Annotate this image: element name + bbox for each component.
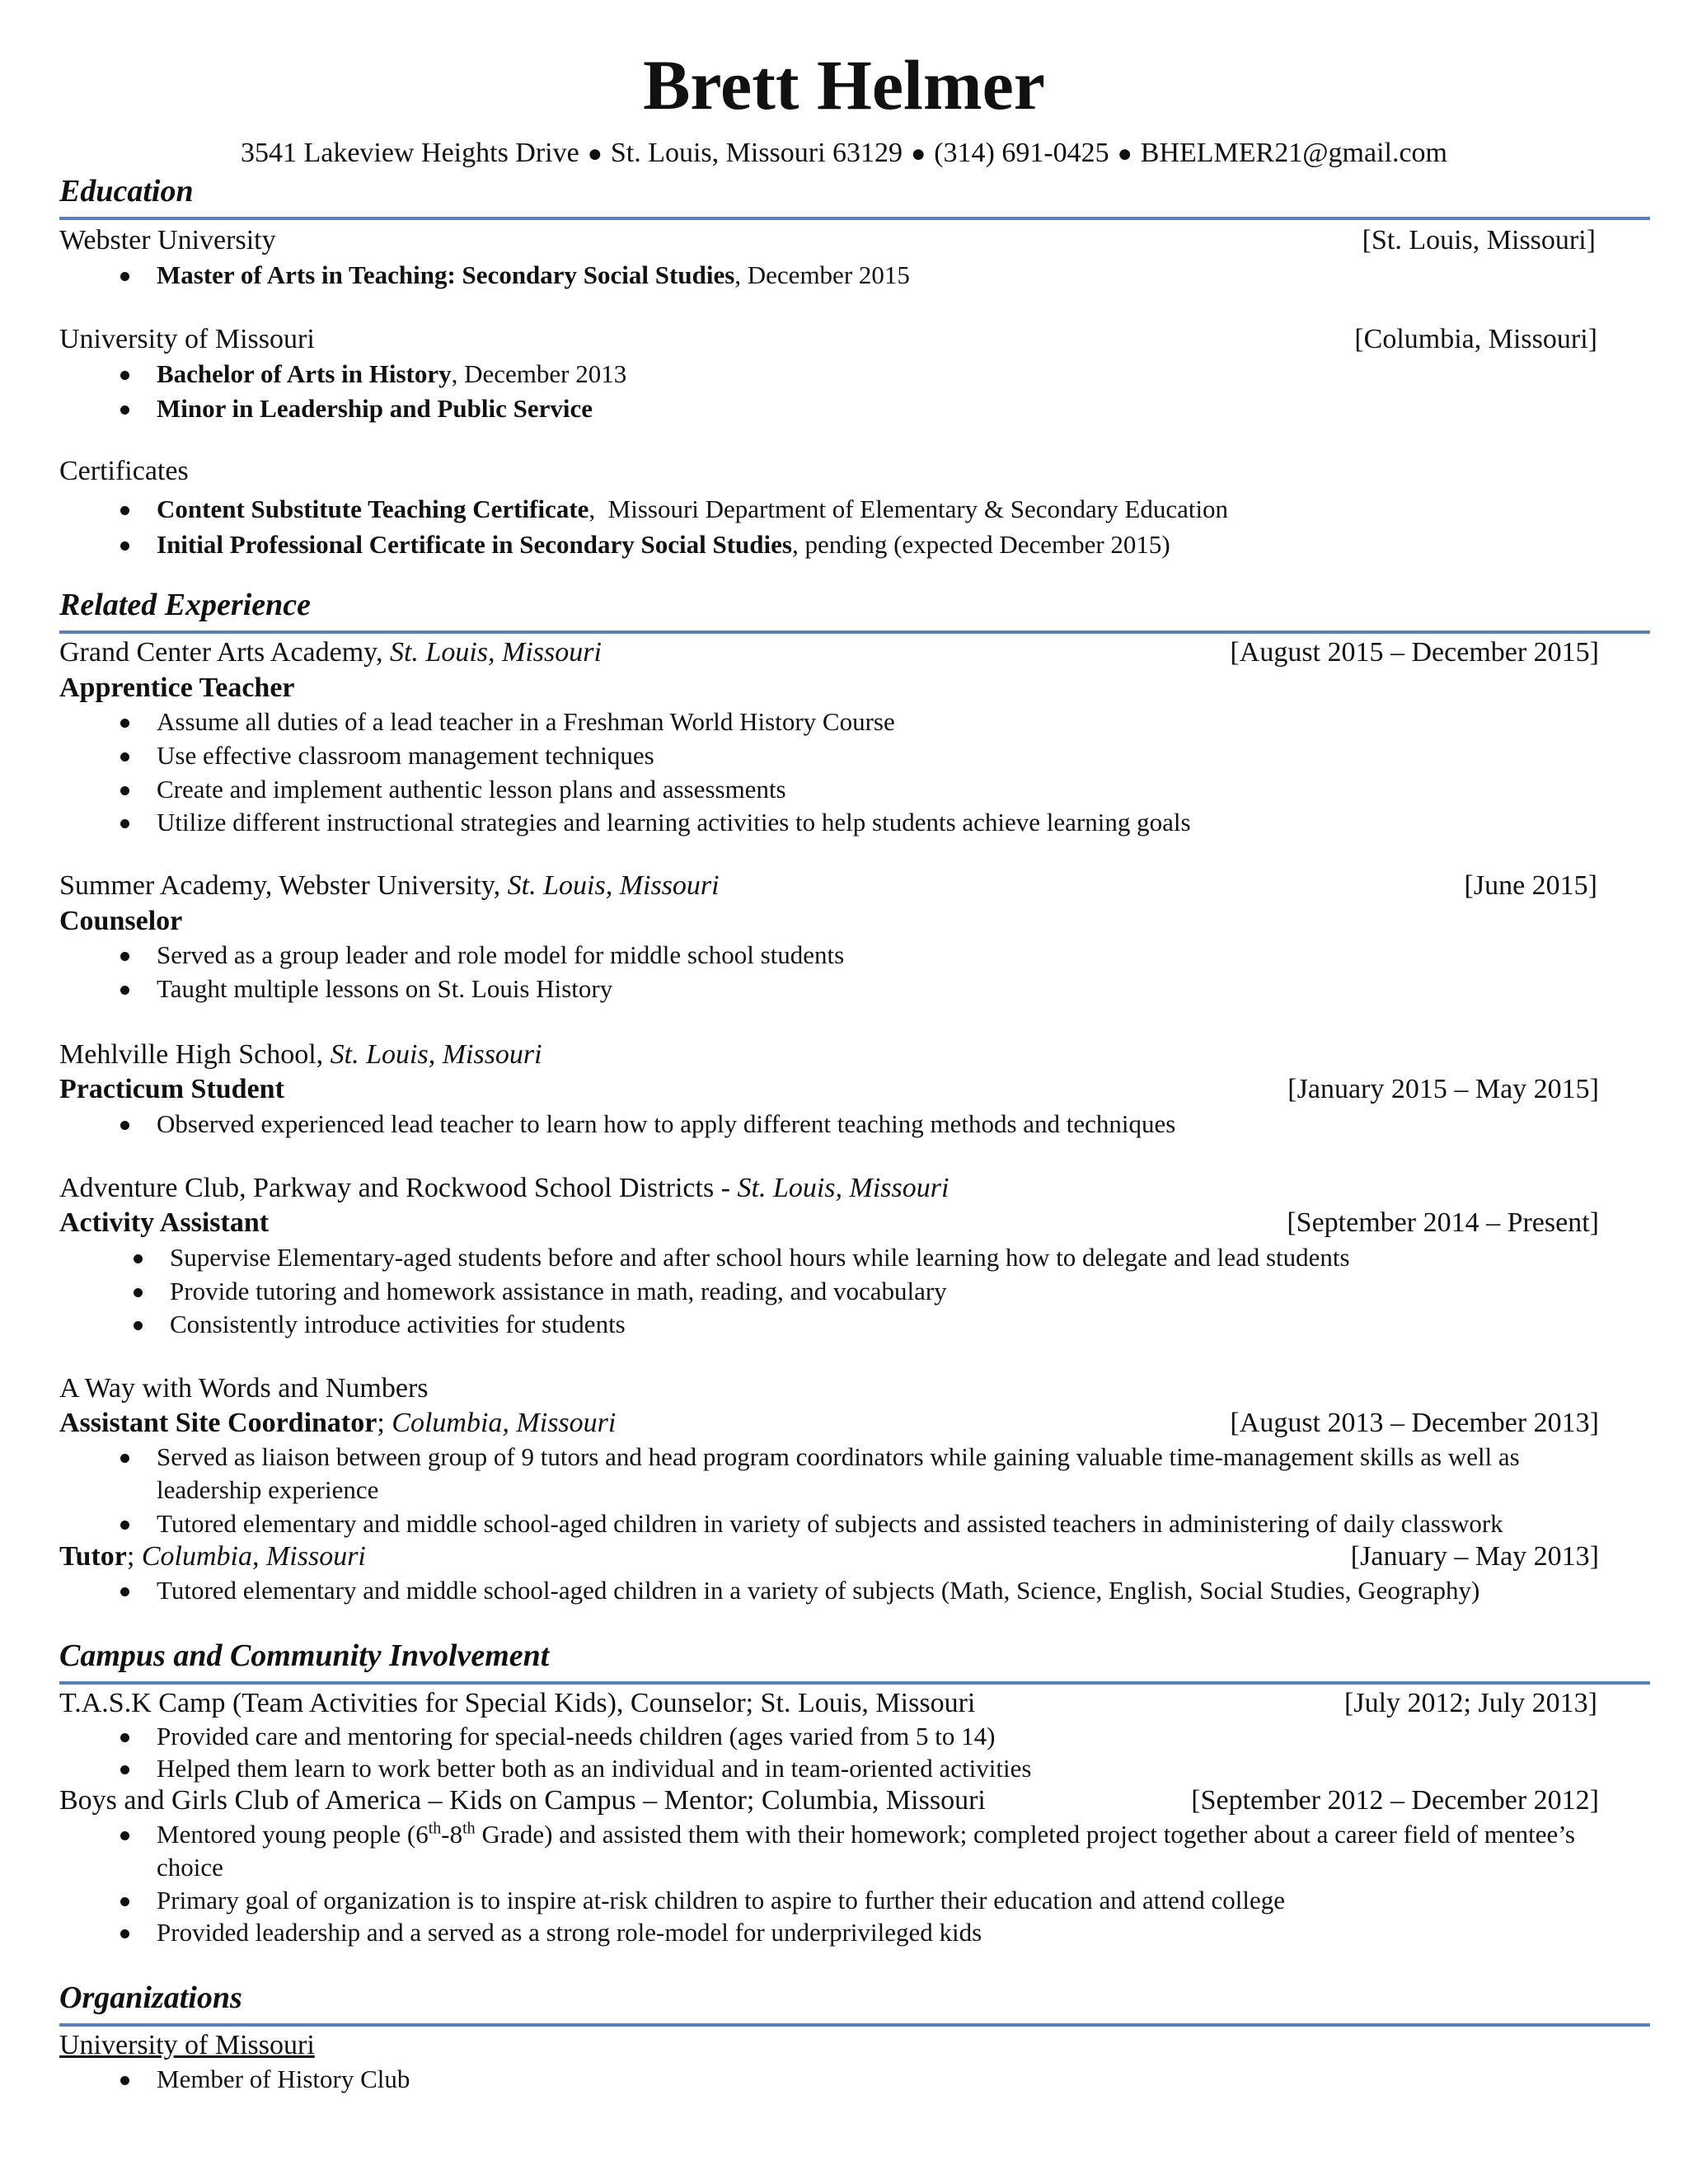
list-item: Supervise Elementary-aged students before and after school hours while learning how to delegate and lead students [170, 1241, 1350, 1274]
school-location: [Columbia, Missouri] [1354, 324, 1597, 354]
list-item: Served as a group leader and role model for middle school students [157, 939, 844, 972]
list-item: Content Substitute Teaching Certificate, Missouri Department of Elementary & Secondary Education [157, 493, 1228, 526]
address: 3541 Lakeview Heights Drive [240, 138, 579, 168]
email: BHELMER21@gmail.com [1140, 138, 1448, 168]
job-org: Mehlville High School, St. Louis, Missouri [59, 1039, 542, 1070]
school-location: [St. Louis, Missouri] [1362, 225, 1596, 255]
job-role: Tutor; Columbia, Missouri [59, 1541, 366, 1572]
city: St. Louis, Missouri 63129 [610, 138, 903, 168]
job-dates: [June 2015] [1464, 870, 1597, 901]
job-dates: [January – May 2013] [1350, 1541, 1599, 1572]
separator-dot-icon: ● [1117, 140, 1132, 167]
list-item: Member of History Club [157, 2063, 410, 2096]
list-item: Served as liaison between group of 9 tutors and head program coordinators while gaining valuable time-management skills as well as leadership experience [157, 1441, 1607, 1507]
job-role: Activity Assistant [59, 1207, 270, 1238]
list-item: Master of Arts in Teaching: Secondary Social Studies, December 2015 [157, 259, 910, 292]
section-divider [59, 217, 1650, 220]
list-item: Assume all duties of a lead teacher in a Freshman World History Course [157, 705, 895, 738]
list-item: Minor in Leadership and Public Service [157, 392, 593, 425]
activity-dates: [July 2012; July 2013] [1344, 1688, 1597, 1718]
section-title: Related Experience [59, 588, 311, 622]
list-item: Initial Professional Certificate in Secondary Social Studies, pending (expected December 2015) [157, 528, 1170, 561]
list-item: Observed experienced lead teacher to learn how to apply different teaching methods and techniques [157, 1108, 1175, 1141]
job-org: Adventure Club, Parkway and Rockwood School Districts - St. Louis, Missouri [59, 1173, 950, 1203]
job-role: Assistant Site Coordinator; Columbia, Missouri [59, 1408, 617, 1438]
education-section [59, 171, 1650, 211]
list-item: Taught multiple lessons on St. Louis History [157, 972, 612, 1005]
certificates-label: Certificates [59, 456, 189, 486]
list-item: Provided leadership and a served as a strong role-model for underprivileged kids [157, 1916, 982, 1949]
section-divider [59, 630, 1650, 634]
list-item: Tutored elementary and middle school-aged children in a variety of subjects (Math, Science, English, Social Studies, Geography) [157, 1574, 1479, 1607]
section-title: Education [59, 174, 194, 209]
campus-section [59, 1636, 1650, 1675]
list-item: Tutored elementary and middle school-aged children in variety of subjects and assisted teachers in administering of daily classwork [157, 1507, 1503, 1540]
job-dates: [August 2015 – December 2015] [1230, 637, 1599, 668]
separator-dot-icon: ● [911, 140, 926, 167]
list-item: Helped them learn to work better both as an individual and in team-oriented activities [157, 1752, 1031, 1785]
list-item: Mentored young people (6th-8th Grade) and assisted them with their homework; completed project together about a career field of mentee’s choice [157, 1818, 1607, 1884]
contact-line [0, 134, 1688, 173]
activity-dates: [September 2012 – December 2012] [1191, 1785, 1599, 1816]
job-role: Counselor [59, 906, 183, 936]
list-item: Provide tutoring and homework assistance in math, reading, and vocabulary [170, 1275, 947, 1308]
phone: (314) 691-0425 [934, 138, 1109, 168]
activity-org: T.A.S.K Camp (Team Activities for Special Kids), Counselor; St. Louis, Missouri [59, 1688, 976, 1718]
list-item: Utilize different instructional strategies and learning activities to help students achieve learning goals [157, 806, 1191, 839]
separator-dot-icon: ● [587, 140, 603, 167]
job-org: A Way with Words and Numbers [59, 1373, 429, 1404]
job-role: Practicum Student [59, 1074, 284, 1104]
section-divider [59, 1681, 1650, 1685]
section-title: Campus and Community Involvement [59, 1638, 550, 1673]
organizations-section [59, 1978, 1650, 2018]
activity-org: Boys and Girls Club of America – Kids on Campus – Mentor; Columbia, Missouri [59, 1785, 986, 1816]
list-item: Bachelor of Arts in History, December 2013 [157, 358, 626, 391]
org-school: University of Missouri [59, 2030, 315, 2060]
job-role: Apprentice Teacher [59, 673, 295, 703]
list-item: Provided care and mentoring for special-needs children (ages varied from 5 to 14) [157, 1720, 995, 1753]
list-item: Primary goal of organization is to inspire at-risk children to aspire to further their education and attend college [157, 1884, 1285, 1917]
school-name: University of Missouri [59, 324, 315, 354]
list-item: Consistently introduce activities for students [170, 1308, 626, 1341]
section-divider [59, 2023, 1650, 2027]
job-dates: [September 2014 – Present] [1287, 1207, 1599, 1238]
job-dates: [January 2015 – May 2015] [1287, 1074, 1599, 1104]
resume-name: Brett Helmer [643, 45, 1045, 124]
job-org: Grand Center Arts Academy, St. Louis, Missouri [59, 637, 602, 668]
section-title: Organizations [59, 1980, 242, 2015]
list-item: Create and implement authentic lesson plans and assessments [157, 773, 786, 806]
job-org: Summer Academy, Webster University, St. Louis, Missouri [59, 870, 720, 901]
job-dates: [August 2013 – December 2013] [1230, 1408, 1599, 1438]
list-item: Use effective classroom management techniques [157, 739, 654, 772]
experience-section [59, 585, 1650, 625]
school-name: Webster University [59, 225, 276, 255]
